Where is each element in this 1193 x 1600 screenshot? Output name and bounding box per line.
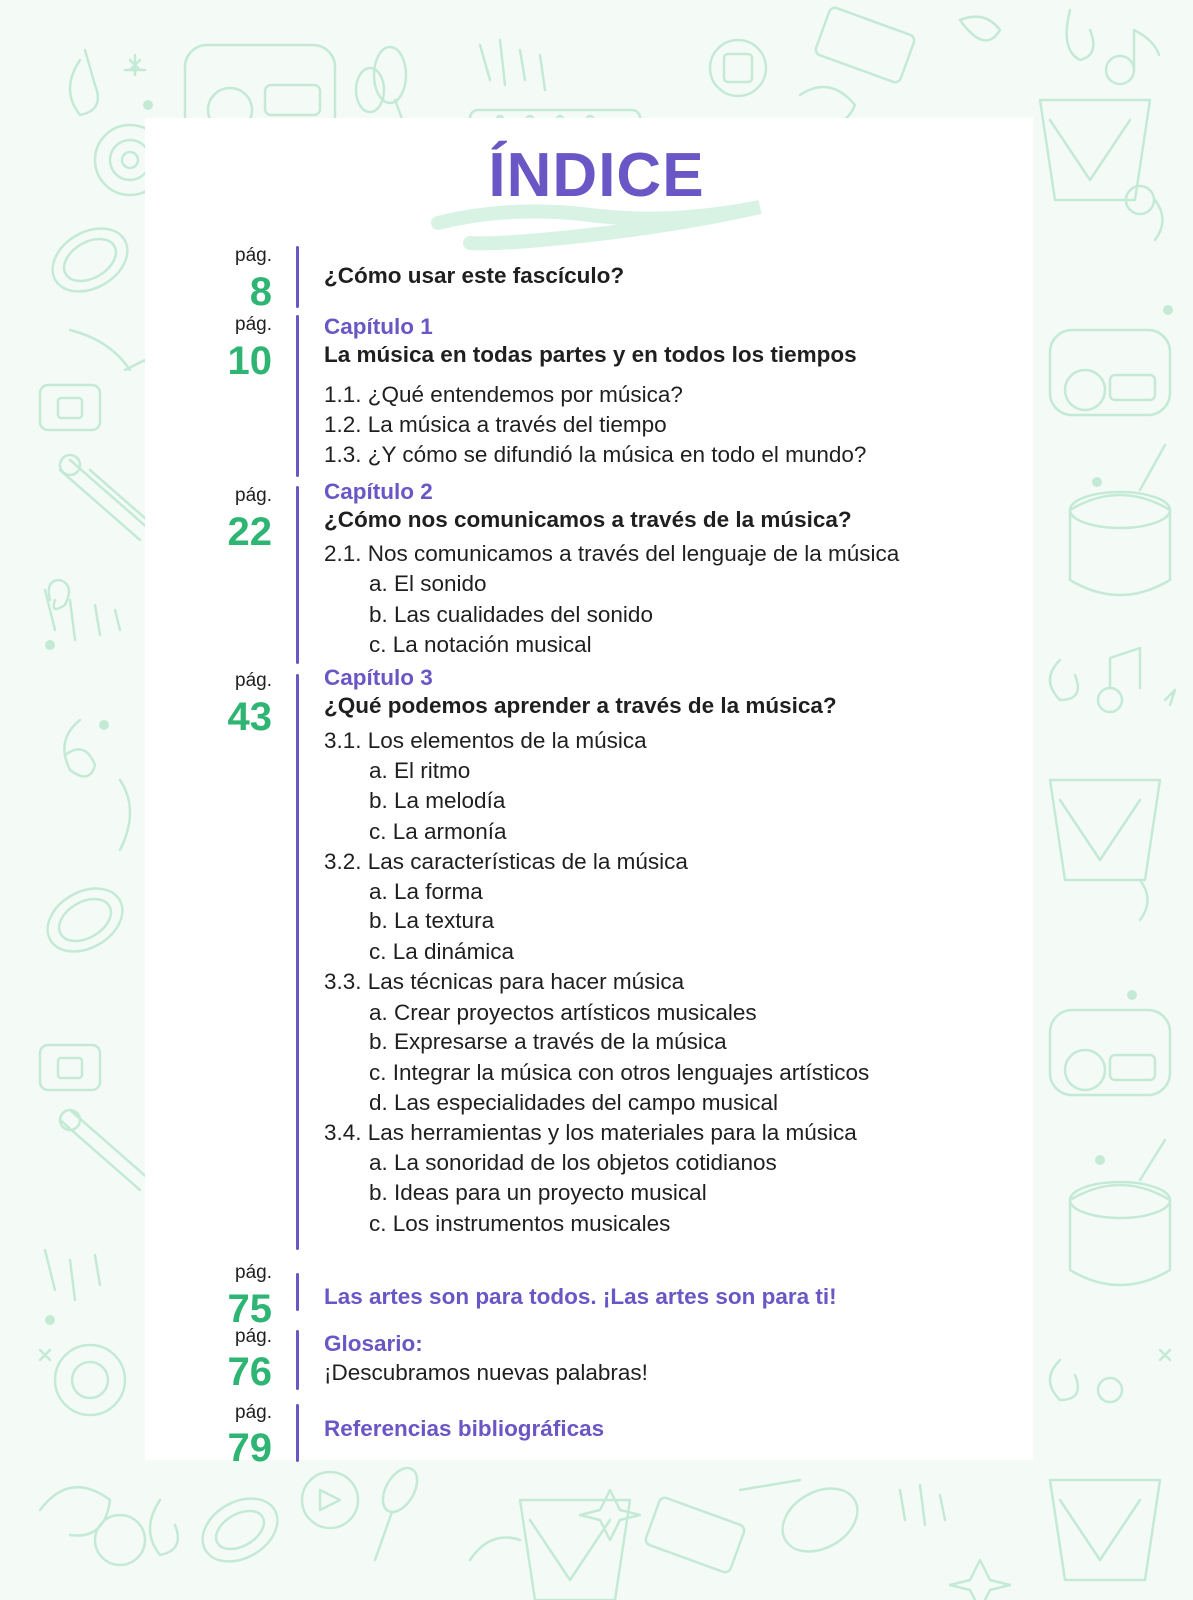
page-label: pág. — [235, 485, 272, 506]
entry-divider-line — [296, 1330, 299, 1390]
page-title: ÍNDICE — [488, 141, 705, 210]
toc-item: ¡Descubramos nuevas palabras! — [324, 1360, 648, 1385]
toc-subitem: b. La melodía — [369, 788, 506, 813]
page-number: 43 — [227, 695, 272, 739]
page-number: 10 — [227, 339, 272, 383]
page-label: pág. — [235, 314, 272, 335]
chapter-label: Capítulo 3 — [324, 665, 433, 690]
page-number: 79 — [227, 1426, 272, 1470]
page-label: pág. — [235, 1402, 272, 1423]
page-number: 22 — [227, 510, 272, 554]
toc-subitem: c. Los instrumentos musicales — [369, 1211, 671, 1236]
entry-divider-line — [296, 1273, 299, 1311]
toc-heading: La música en todas partes y en todos los tiempos — [324, 342, 857, 367]
toc-subitem: c. Integrar la música con otros lenguajes artísticos — [369, 1060, 870, 1085]
entry-divider-line — [296, 486, 299, 664]
chapter-label: Capítulo 1 — [324, 314, 433, 339]
toc-subitem: a. Crear proyectos artísticos musicales — [369, 1000, 757, 1025]
toc-heading: ¿Qué podemos aprender a través de la música? — [324, 693, 837, 718]
toc-subitem: c. La armonía — [369, 819, 507, 844]
toc-subitem: b. La textura — [369, 908, 495, 933]
toc-subitem: b. Expresarse a través de la música — [369, 1029, 727, 1054]
entry-divider-line — [296, 1404, 299, 1462]
toc-subitem: b. Ideas para un proyecto musical — [369, 1180, 707, 1205]
toc-heading: Las artes son para todos. ¡Las artes son para ti! — [324, 1284, 837, 1309]
entry-divider-line — [296, 315, 299, 477]
toc-subitem: a. La sonoridad de los objetos cotidianos — [369, 1150, 777, 1175]
page-label: pág. — [235, 1262, 272, 1283]
page-label: pág. — [235, 245, 272, 266]
entry-divider-line — [296, 246, 299, 308]
entry-divider-line — [296, 674, 299, 1250]
toc-item: 2.1. Nos comunicamos a través del lenguaje de la música — [324, 541, 900, 566]
toc-item: 1.1. ¿Qué entendemos por música? — [324, 382, 683, 407]
toc-item: 1.2. La música a través del tiempo — [324, 412, 667, 437]
toc-subitem: c. La dinámica — [369, 939, 515, 964]
toc-subitem: b. Las cualidades del sonido — [369, 602, 653, 627]
chapter-label: Capítulo 2 — [324, 479, 433, 504]
page-number: 76 — [227, 1350, 272, 1394]
toc-item: 3.4. Las herramientas y los materiales para la música — [324, 1120, 857, 1145]
toc-subitem: a. El ritmo — [369, 758, 471, 783]
toc-heading: Glosario: — [324, 1331, 423, 1356]
toc-heading: Referencias bibliográficas — [324, 1416, 605, 1441]
toc-item: 1.3. ¿Y cómo se difundió la música en todo el mundo? — [324, 442, 867, 467]
toc-item: 3.3. Las técnicas para hacer música — [324, 969, 685, 994]
page-number: 75 — [227, 1287, 272, 1331]
toc-subitem: d. Las especialidades del campo musical — [369, 1090, 778, 1115]
page-number: 8 — [249, 270, 272, 314]
toc-item: 3.1. Los elementos de la música — [324, 728, 647, 753]
toc-subitem: c. La notación musical — [369, 632, 592, 657]
toc-subitem: a. El sonido — [369, 571, 487, 596]
toc-item: 3.2. Las características de la música — [324, 849, 688, 874]
toc-subitem: a. La forma — [369, 879, 483, 904]
page-label: pág. — [235, 1326, 272, 1347]
toc-heading: ¿Cómo usar este fascículo? — [324, 263, 625, 288]
toc-heading: ¿Cómo nos comunicamos a través de la música? — [324, 507, 852, 532]
page-label: pág. — [235, 670, 272, 691]
